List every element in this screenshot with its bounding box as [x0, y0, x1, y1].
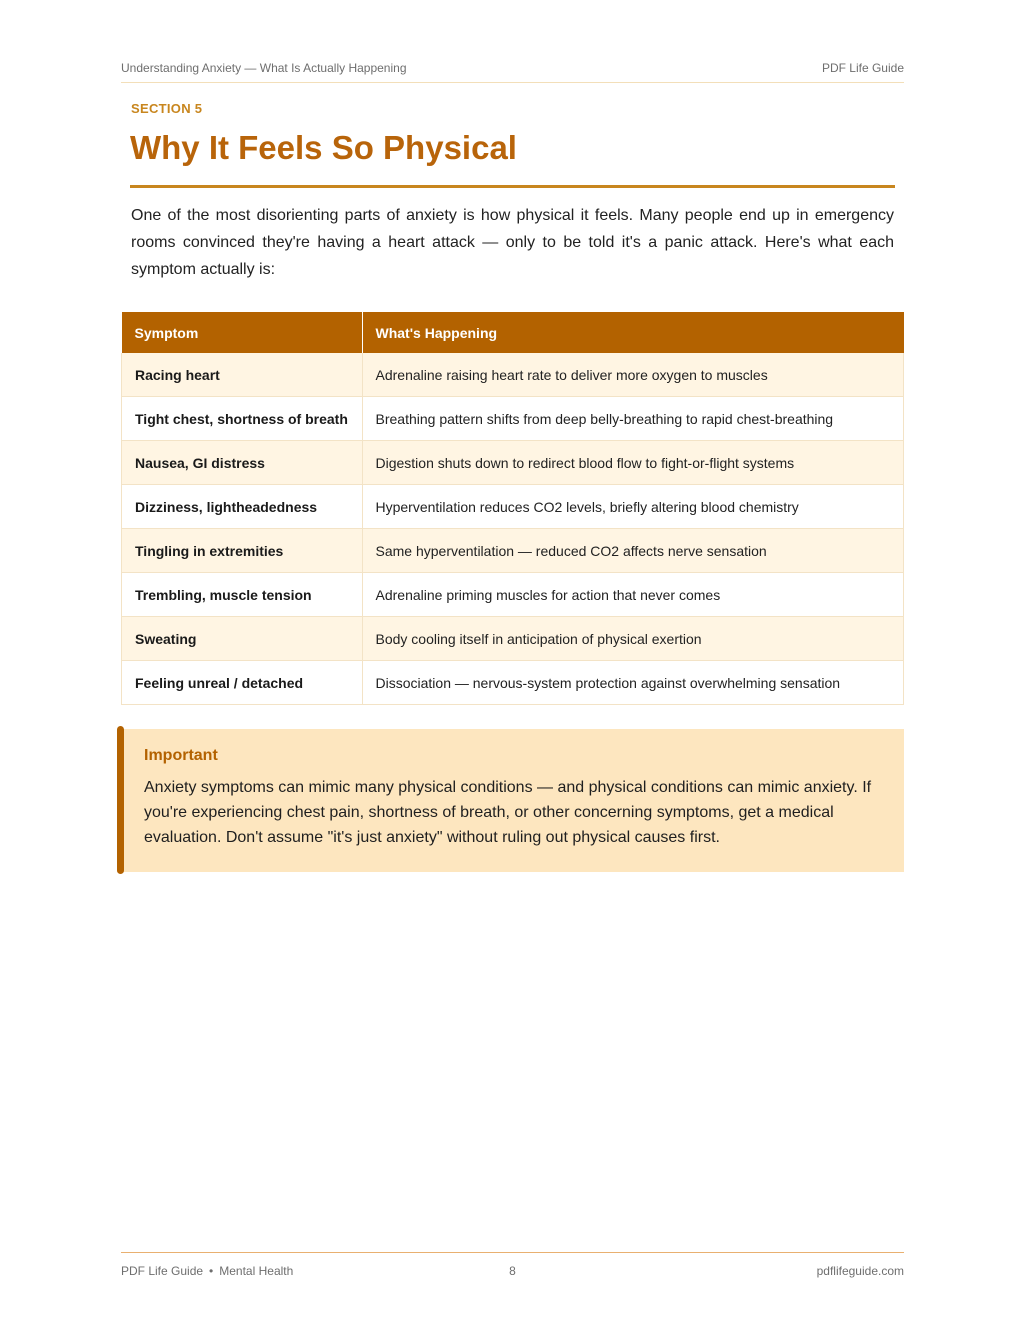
page-title: Why It Feels So Physical — [130, 129, 517, 166]
callout-body: Anxiety symptoms can mimic many physical conditions — and physical conditions can mimic anxiety. If you're experiencing chest pain, shortness of breath, or other concerning symptoms, get a medical evaluation. Don't assume "it's just anxiety" without ruling out physical causes first. — [144, 779, 872, 846]
footer-separator: • — [209, 1264, 214, 1278]
symptom-cell: Tight chest, shortness of breath — [122, 397, 363, 441]
symptom-cell: Tingling in extremities — [122, 529, 363, 573]
table-row — [122, 397, 904, 441]
explanation-cell: Digestion shuts down to redirect blood flow to fight-or-flight systems — [362, 441, 904, 485]
symptom-cell: Trembling, muscle tension — [122, 573, 363, 617]
symptom-cell: Nausea, GI distress — [122, 441, 363, 485]
symptom-cell: Dizziness, lightheadedness — [122, 485, 363, 529]
callout-title: Important — [144, 747, 218, 764]
footer-category: Mental Health — [219, 1264, 294, 1278]
table-row — [122, 661, 904, 705]
table-row — [122, 617, 904, 661]
explanation-cell: Hyperventilation reduces CO2 levels, briefly altering blood chemistry — [362, 485, 904, 529]
header-brand: PDF Life Guide — [821, 61, 904, 75]
symptom-cell: Sweating — [122, 617, 363, 661]
page-number: 8 — [509, 1264, 516, 1278]
explanation-cell: Dissociation — nervous-system protection against overwhelming sensation — [362, 661, 904, 705]
callout-accent-bar — [117, 726, 124, 874]
table-row — [122, 573, 904, 617]
footer-website: pdflifeguide.com — [816, 1264, 904, 1278]
running-title: Understanding Anxiety — What Is Actually Happening — [121, 61, 407, 75]
explanation-cell: Breathing pattern shifts from deep belly-breathing to rapid chest-breathing — [362, 397, 904, 441]
column-header-symptom: Symptom — [122, 312, 363, 353]
symptom-cell: Feeling unreal / detached — [122, 661, 363, 705]
explanation-cell: Adrenaline priming muscles for action that never comes — [362, 573, 904, 617]
table-row — [122, 529, 904, 573]
footer-brand: PDF Life Guide — [121, 1264, 204, 1278]
running-header — [121, 60, 904, 83]
table-row — [122, 441, 904, 485]
symptoms-table — [121, 312, 904, 705]
section-label: SECTION 5 — [131, 101, 203, 116]
important-callout — [117, 729, 904, 872]
table-header-row — [122, 312, 904, 353]
title-divider — [130, 185, 895, 188]
explanation-cell: Body cooling itself in anticipation of physical exertion — [362, 617, 904, 661]
explanation-cell: Same hyperventilation — reduced CO2 affects nerve sensation — [362, 529, 904, 573]
table-row — [122, 485, 904, 529]
symptom-cell: Racing heart — [122, 353, 363, 397]
column-header-explanation: What's Happening — [362, 312, 904, 353]
intro-paragraph: One of the most disorienting parts of anxiety is how physical it feels. Many people end up in emergency rooms convinced they're having a heart attack — only to be told it's a panic attack. Here's what each symptom actually is: — [131, 207, 894, 278]
explanation-cell: Adrenaline raising heart rate to deliver more oxygen to muscles — [362, 353, 904, 397]
table-row — [122, 353, 904, 397]
page-footer — [121, 1252, 904, 1283]
